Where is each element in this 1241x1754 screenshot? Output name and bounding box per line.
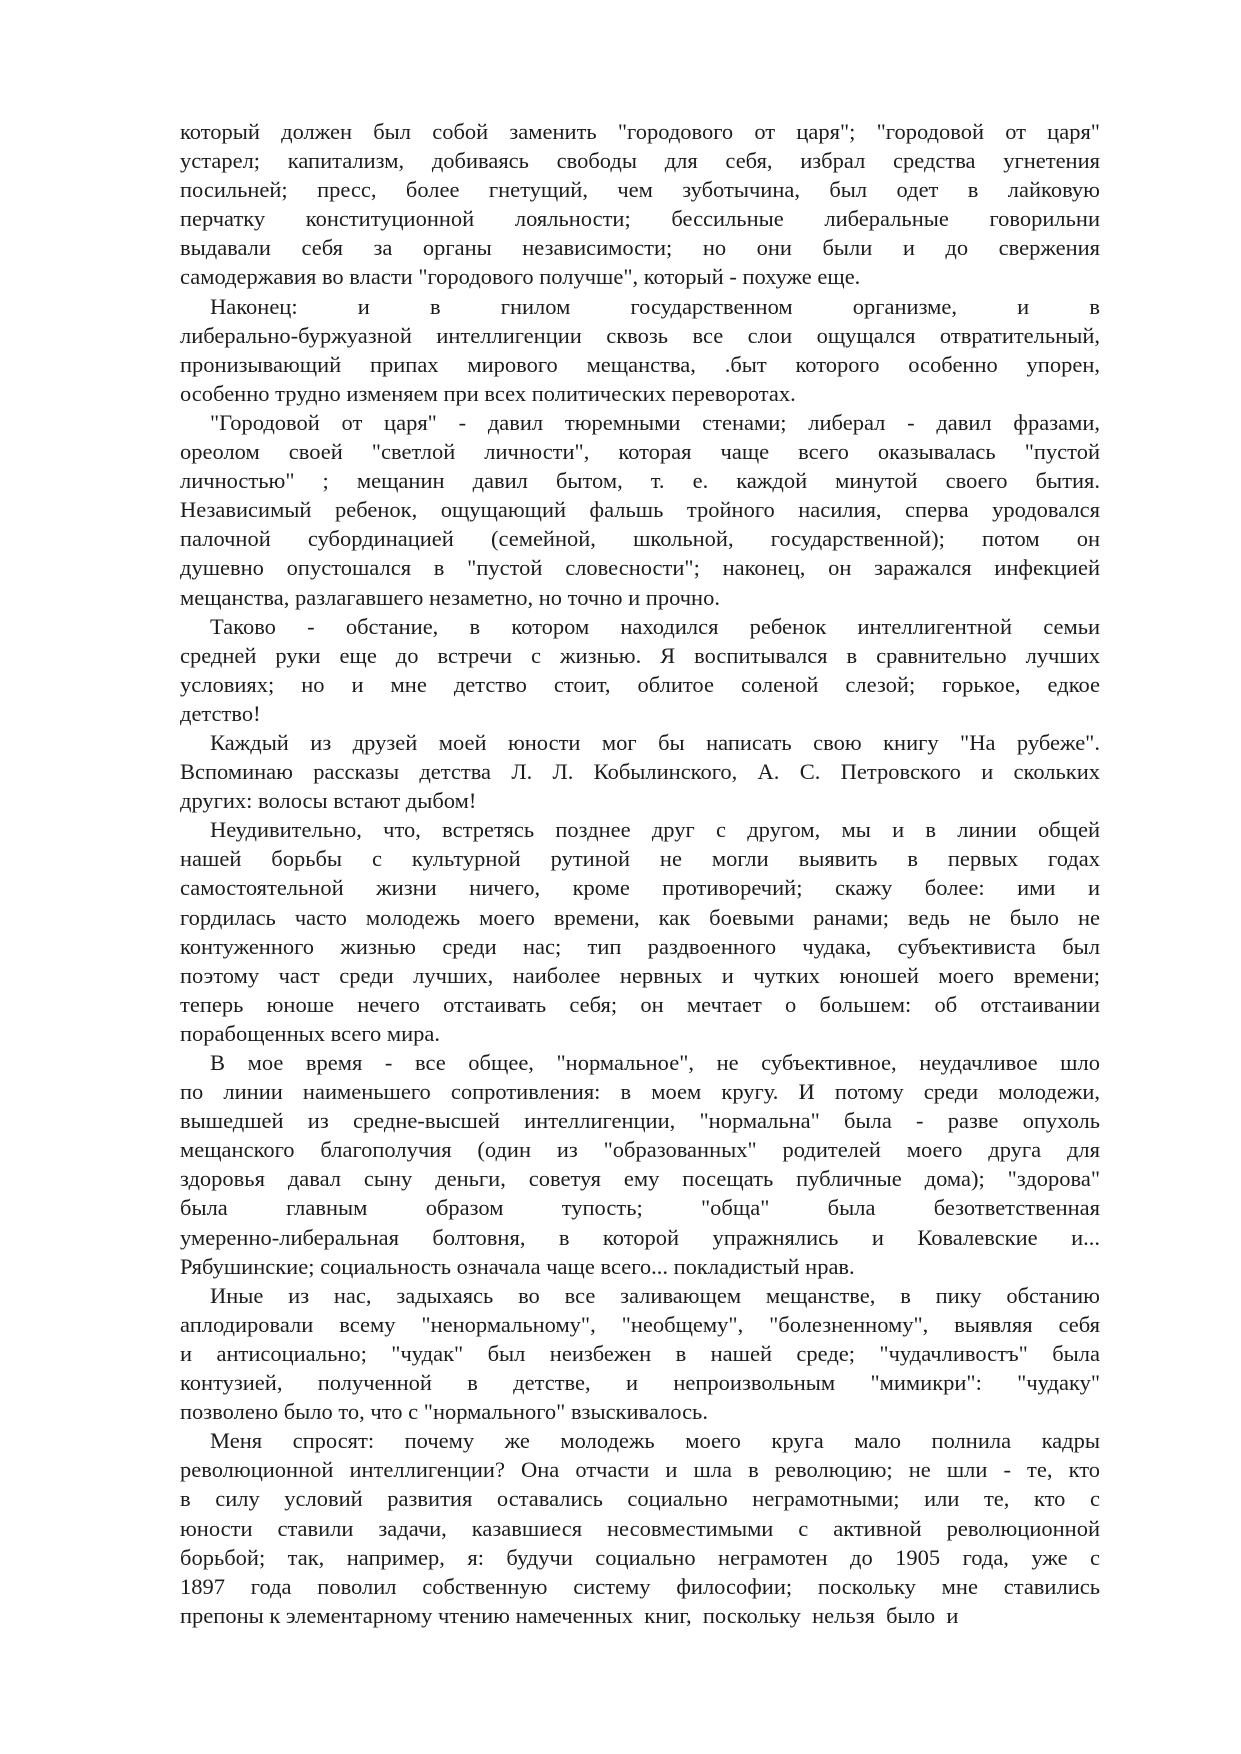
text-line: в силу условий развития оставались социально неграмотными; или те, кто с xyxy=(180,1486,1100,1512)
text-line: по линии наименьшего сопротивления: в моем кругу. И потому среди молодежи, xyxy=(180,1079,1100,1105)
text-line: устарел; капитализм, добиваясь свободы для себя, избрал средства угнетения xyxy=(180,148,1100,174)
text-line: Независимый ребенок, ощущающий фальшь тройного насилия, сперва уродовался xyxy=(180,497,1100,523)
text-line: ореолом своей "светлой личности", которая чаще всего оказывалась "пустой xyxy=(180,439,1100,465)
text-line: самодержавия во власти "городового получше", который - похуже еще. xyxy=(180,264,861,290)
text-line: контузией, полученной в детстве, и непроизвольным "мимикри": "чудаку" xyxy=(180,1370,1100,1396)
text-line: здоровья давал сыну деньги, советуя ему посещать публичные дома); "здорова" xyxy=(180,1166,1100,1192)
text-line: самостоятельной жизни ничего, кроме противоречий; скажу более: ими и xyxy=(180,875,1100,901)
text-line: Рябушинские; социальность означала чаще всего... покладистый нрав. xyxy=(180,1253,855,1279)
text-line: препоны к элементарному чтению намеченных книг, поскольку нельзя было и xyxy=(180,1602,959,1628)
text-line: Неудивительно, что, встретясь позднее друг с другом, мы и в линии общей xyxy=(210,817,1100,843)
text-line: борьбой; так, например, я: будучи социально неграмотен до 1905 года, уже с xyxy=(180,1544,1100,1570)
text-line: посильней; пресс, более гнетущий, чем зуботычина, был одет в лайковую xyxy=(180,177,1100,203)
text-line: революционной интеллигенции? Она отчасти и шла в революцию; не шли - те, кто xyxy=(180,1457,1100,1483)
text-line: поэтому част среди лучших, наиболее нервных и чутких юношей моего времени; xyxy=(180,962,1100,988)
text-line: мещанства, разлагавшего незаметно, но точно и прочно. xyxy=(180,584,720,610)
text-line: порабощенных всего мира. xyxy=(180,1020,441,1046)
text-line: средней руки еще до встречи с жизнью. Я воспитывался в сравнительно лучших xyxy=(180,642,1100,668)
text-line: личностью" ; мещанин давил бытом, т. е. каждой минутой своего бытия. xyxy=(180,468,1100,494)
text-line: умеренно-либеральная болтовня, в которой упражнялись и Ковалевские и... xyxy=(180,1224,1100,1250)
text-line: перчатку конституционной лояльности; бессильные либеральные говорильни xyxy=(180,206,1100,232)
text-line: нашей борьбы с культурной рутиной не могли выявить в первых годах xyxy=(180,846,1100,872)
paragraph xyxy=(180,815,1100,1048)
text-line: пронизывающий припах мирового мещанства, .быт которого особенно упорен, xyxy=(180,351,1100,377)
text-line: Наконец: и в гнилом государственном организме, и в xyxy=(210,293,1100,319)
paragraph xyxy=(180,728,1100,815)
paragraph xyxy=(180,1426,1100,1630)
paragraph xyxy=(180,612,1100,728)
text-line: Таково - обстание, в котором находился ребенок интеллигентной семьи xyxy=(210,613,1100,639)
paragraph xyxy=(180,292,1100,408)
document-text xyxy=(180,117,1100,1630)
text-line: выдавали себя за органы независимости; но они были и до свержения xyxy=(180,235,1100,261)
text-line: "Городовой от царя" - давил тюремными стенами; либерал - давил фразами, xyxy=(210,409,1100,435)
text-line: позволено было то, что с "нормального" взыскивалось. xyxy=(180,1399,708,1425)
text-line: и антисоциально; "чудак" был неизбежен в нашей среде; "чудачливостъ" была xyxy=(180,1340,1100,1366)
text-line: гордилась часто молодежь моего времени, как боевыми ранами; ведь не было не xyxy=(180,904,1100,930)
text-line: Вспоминаю рассказы детства Л. Л. Кобылинского, А. С. Петровского и скольких xyxy=(180,759,1100,785)
text-line: юности ставили задачи, казавшиеся несовместимыми с активной революционной xyxy=(180,1515,1100,1541)
text-line: аплодировали всему "ненормальному", "необщему", "болезненному", выявляя себя xyxy=(180,1311,1100,1337)
text-line: Меня спросят: почему же молодежь моего круга мало полнила кадры xyxy=(210,1428,1100,1454)
paragraph xyxy=(180,1281,1100,1426)
text-line: Иные из нас, задыхаясь во все заливающем мещанстве, в пику обстанию xyxy=(210,1282,1100,1308)
text-line: контуженного жизнью среди нас; тип раздвоенного чудака, субъективиста был xyxy=(180,933,1100,959)
paragraph xyxy=(180,117,1100,292)
text-line: мещанского благополучия (один из "образованных" родителей моего друга для xyxy=(180,1137,1100,1163)
paragraph xyxy=(180,408,1100,612)
text-line: условиях; но и мне детство стоит, облитое соленой слезой; горькое, едкое xyxy=(180,671,1100,697)
text-line: душевно опустошался в "пустой словесности"; наконец, он заражался инфекцией xyxy=(180,555,1100,581)
text-line: других: волосы встают дыбом! xyxy=(180,788,477,814)
text-line: вышедшей из средне-высшей интеллигенции, "нормальна" была - разве опухоль xyxy=(180,1108,1100,1134)
text-line: особенно трудно изменяем при всех политических переворотах. xyxy=(180,380,796,406)
text-line: В мое время - все общее, "нормальное", не субъективное, неудачливое шло xyxy=(210,1050,1100,1075)
paragraph xyxy=(180,1048,1100,1281)
text-line: Каждый из друзей моей юности мог бы написать свою книгу "На рубеже". xyxy=(210,729,1100,755)
text-line: детство! xyxy=(180,700,261,726)
text-line: который должен был собой заменить "городового от царя"; "городовой от царя" xyxy=(180,119,1100,144)
text-line: палочной субординацией (семейной, школьной, государственной); потом он xyxy=(180,526,1100,552)
text-line: либерально-буржуазной интеллигенции сквозь все слои ощущался отвратительный, xyxy=(180,322,1100,348)
text-line: 1897 года поволил собственную систему философии; поскольку мне ставились xyxy=(180,1573,1100,1599)
text-line: была главным образом тупость; "обща" была безответственная xyxy=(180,1195,1100,1221)
text-line: теперь юноше нечего отстаивать себя; он мечтает о большем: об отстаивании xyxy=(180,991,1100,1017)
